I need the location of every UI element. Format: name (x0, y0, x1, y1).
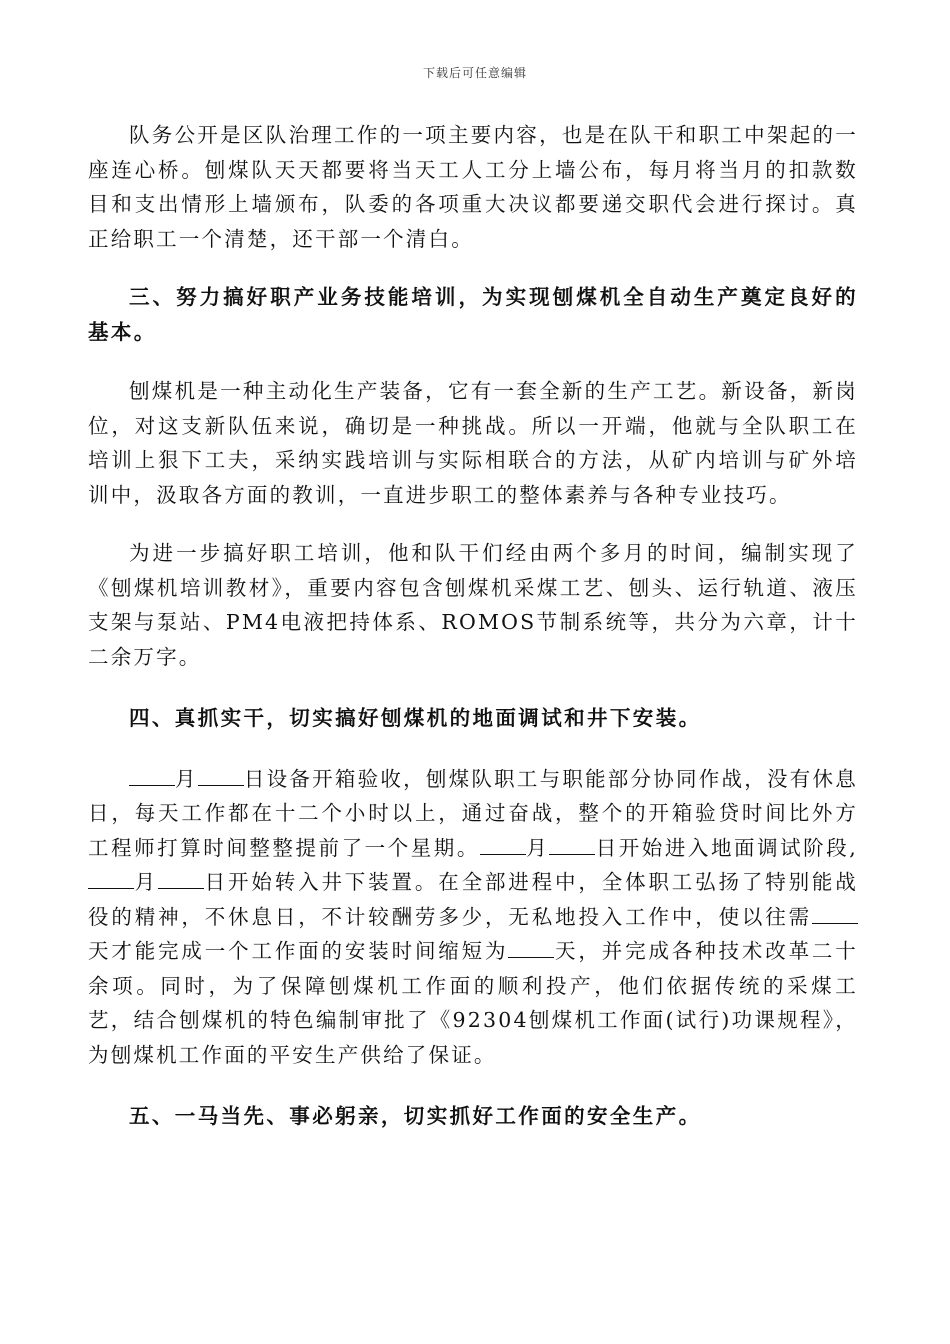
section-heading-5: 五、一马当先、事必躬亲，切实抓好工作面的安全生产。 (129, 1104, 702, 1128)
blank-line (129, 767, 175, 786)
blank-line (812, 905, 858, 924)
paragraph-training-material: 为进一步搞好职工培训，他和队干们经由两个多月的时间，编制实现了《刨煤机培训教材》，重要内容包含刨煤机采煤工艺、刨头、运行轨道、液压支架与泵站、PM4电液把持体系、ROMOS节制系统等，共分为六章，计十二余万字。 (88, 541, 858, 669)
blank-line (549, 836, 595, 855)
document-body (88, 118, 858, 1134)
section-heading-4: 四、真抓实干，切实搞好刨煤机的地面调试和井下安装。 (129, 706, 702, 730)
section-heading-3: 三、努力搞好职产业务技能培训，为实现刨煤机全自动生产奠定良好的基本。 (88, 285, 858, 344)
text-segment: 日开始进入地面调试阶段, (595, 835, 859, 860)
blank-line (480, 836, 526, 855)
paragraph-installation (88, 762, 858, 1073)
text-segment: 月 (175, 766, 198, 791)
page-header-note: 下载后可任意编辑 (422, 66, 527, 80)
text-segment: 月 (134, 870, 159, 894)
paragraph-planer-equipment: 刨煤机是一种主动化生产装备，它有一套全新的生产工艺。新设备，新岗位，对这支新队伍来说，确切是一种挑战。所以一开端，他就与全队职工在培训上狠下工夫，采纳实践培训与实际相联合的方法，从矿内培训与矿外培训中，汲取各方面的教训，一直进步职工的整体素养与各种专业技巧。 (88, 379, 858, 507)
blank-line (198, 767, 244, 786)
text-segment: 月 (525, 835, 550, 860)
text-segment: 日设备开箱验收，刨煤队职工与职能部分协同作战，没有休息日，每天工作都在十二个小时以上，通过奋战，整个的开箱验贷时间比外方工程师打算时间整整提前了一个星期。 (88, 766, 858, 860)
blank-line (508, 939, 554, 958)
blank-line (158, 870, 204, 889)
text-segment: 天才能完成一个工作面的安装时间缩短为 (88, 939, 509, 963)
paragraph-team-affairs: 队务公开是区队治理工作的一项主要内容，也是在队干和职工中架起的一座连心桥。刨煤队天天都要将当天工人工分上墙公布，每月将当月的扣款数目和支出情形上墙颁布，队委的各项重大决议都要递交职代会进行探讨。真正给职工一个清楚，还干部一个清白。 (88, 123, 858, 251)
text-segment: 天，并完成各种技术改革二十余项。同时，为了保障刨煤机工作面的顺利投产，他们依据传统的采煤工艺，结合刨煤机的特色编制审批了《92304刨煤机工作面(试行)功课规程》，为刨煤机工作面的平安生产供给了保证。 (88, 939, 858, 1067)
blank-line (88, 870, 134, 889)
text-segment: 日开始转入井下装置。在全部进程中，全体职工弘扬了特别能战役的精神，不休息日，不计较酬劳多少，无私地投入工作中，使以往需 (88, 870, 858, 929)
